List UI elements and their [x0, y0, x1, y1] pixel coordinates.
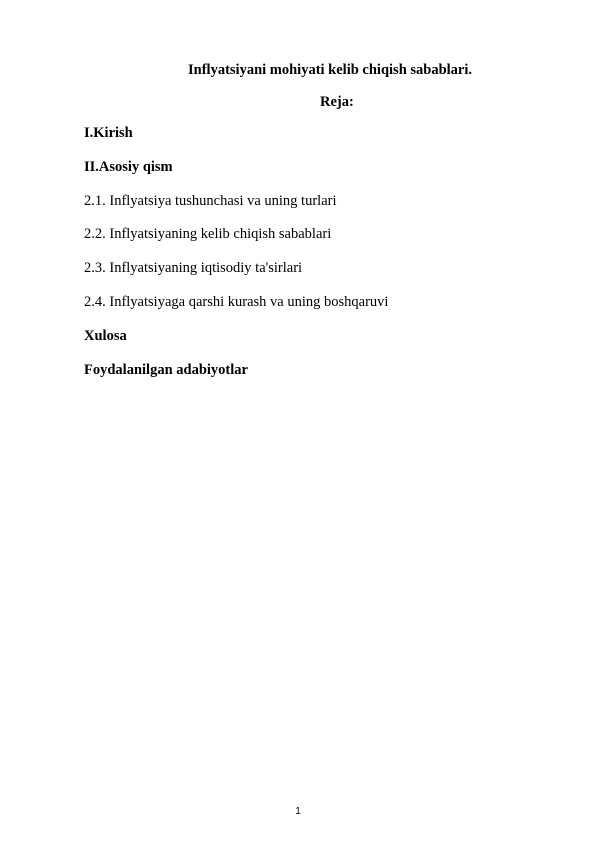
toc-item-introduction: I.Kirish	[84, 125, 133, 141]
plan-heading: Reja:	[320, 94, 354, 110]
toc-item-conclusion: Xulosa	[84, 327, 127, 344]
toc-item-references: Foydalanilgan adabiyotlar	[84, 361, 248, 378]
toc-item-main-part: II.Asosiy qism	[84, 158, 173, 175]
toc-item-2-1: 2.1. Inflyatsiya tushunchasi va uning turlari	[84, 192, 337, 209]
page-number: 1	[295, 806, 301, 817]
table-of-contents	[84, 124, 388, 394]
toc-item-2-3: 2.3. Inflyatsiyaning iqtisodiy ta'sirlari	[84, 260, 303, 277]
toc-item-2-2: 2.2. Inflyatsiyaning kelib chiqish sabablari	[84, 226, 332, 243]
toc-item-2-4: 2.4. Inflyatsiyaga qarshi kurash va uning boshqaruvi	[84, 293, 389, 310]
document-title: Inflyatsiyani mohiyati kelib chiqish sabablari.	[188, 62, 473, 78]
